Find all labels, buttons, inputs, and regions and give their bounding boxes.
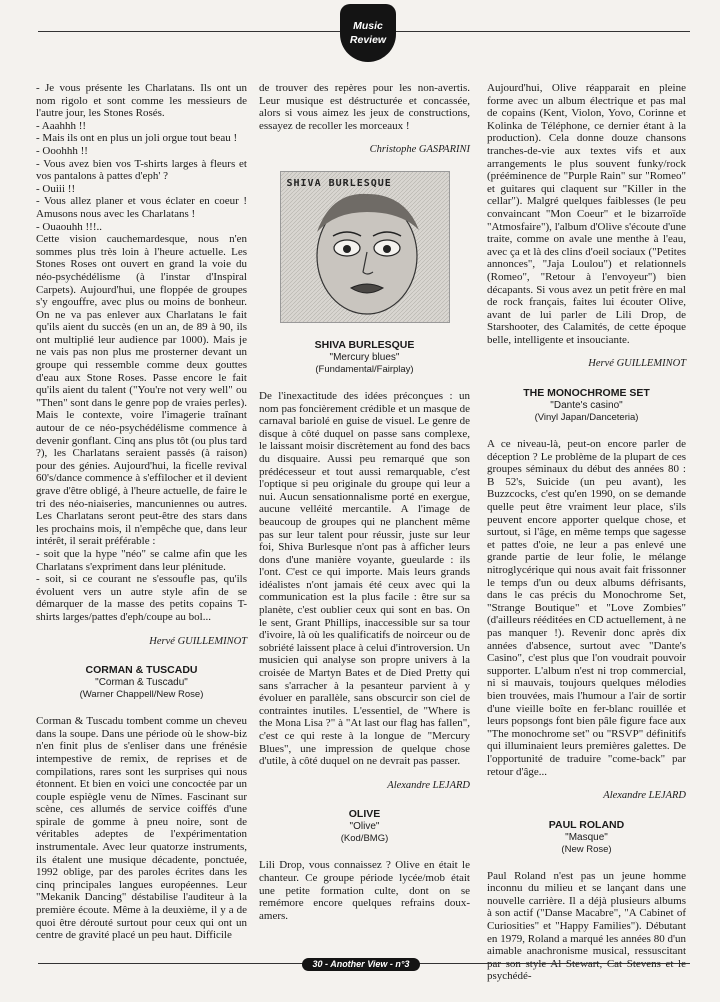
paragraph: - Aaahhh !! [36, 119, 87, 132]
face-illustration [281, 172, 449, 322]
review-body: De l'inexactitude des idées préconçues : un nom pas foncièrement crédible et un masque de carnaval bariolé en guise de visuel. Le genre de disque à côté duquel on passe sans complexe, le laissant moisir discrètement au fond des bacs du disquaire. Aussi peu remarqué que son prédécesseur et tout aussi remarquable, c'est l'optique si peu originale du groupe qui leur a nui. Aucun sensationnalisme porté en exergue, aucune velléité mercantile. A l'image de beaucoup de groupes qui ne planchent même pas sur leur talent pour réussir, juste sur leur foi, Shiva Burlesque n'ont pas à afficher leurs dons d'une manière voyante, gueularde : ils l'ont. C'est ce qui importe. Mais leurs grands idéalistes n'ont jamais été ceux avec qui la communication est la plus facile : être sur sa planète, c'est oublier ceux qui sont en bas. On le sent, Grant Phillips, inaccessible sur sa tour d'ivoire, là où les qualificatifs de noirceur ou de sobriété laissent place à celui d'introversion. Un musicien qui analyse son propre univers à la croisée de Martyn Bates et de Died Pretty qui sans s'arracher à la pesanteur parvient à y évoluer en parallèle, sans obscurcir son ciel de contraintes inutiles. L'essentiel, de "Where is the Mona Lisa ?" à "At last our flag has fallen", c'est ce qui reste à la longue de "Mercury Blues", une impression de quelque chose d'utile, à côté duquel on ne devrait pas passer. [259, 389, 470, 768]
author-signature: Christophe GASPARINI [369, 144, 470, 156]
review-title: OLIVE [348, 808, 381, 821]
review-title: PAUL ROLAND [548, 818, 625, 831]
section-badge [340, 4, 396, 62]
review-album: "Dante's casino" [550, 400, 623, 412]
review-body-continued: de trouver des repères pour les non-avertis. Leur musique est déstructurée et concassée, alors si vous aimez les jeux de constructions, essayez de recoller les morceaux ! [259, 82, 470, 132]
review-album: "Olive" [349, 821, 380, 833]
review-label: (Vinyl Japan/Danceteria) [534, 412, 639, 424]
review-header-corman [36, 664, 247, 701]
review-label: (Kod/BMG) [340, 833, 389, 845]
review-label: (Warner Chappell/New Rose) [79, 689, 204, 701]
paragraph: - soit que la hype "néo" se calme afin que les Charlatans s'expriment dans leur plénitude. [36, 547, 247, 573]
badge-line-1: Music [353, 20, 383, 32]
paragraph: - soit, si ce courant ne s'essoufle pas, qu'ils évoluent vers un autre style afin de se démarquer de la masse des petits copains T-shirts larges/pattes d'eph/coupe au bol... [36, 573, 247, 623]
review-album: "Masque" [565, 831, 608, 843]
review-header-monochrome [487, 387, 686, 424]
paragraph: - Mais ils ont en plus un joli orgue tout beau ! [36, 132, 238, 145]
paragraph: - Ooohhh !! [36, 144, 88, 157]
column-3 [487, 82, 686, 983]
review-body-continued: Aujourd'hui, Olive réapparait en pleine forme avec un album électrique et pas mal de copains (Kent, Violon, Yovo, Corinne et Kolinka de Téléphone, ce dernier étant à la production). Cela donne douze chansons tranches-de-vie aux textes vifs et aux arrangements le plus souvent funky/rock (prééminence de "Purple Rain" sur "Romeo" et guitares qui claquent sur "Killer in the cellar"). Malgré quelques faiblesses (le peu convaincant "Mon Coeur" et le bizarroïde "Atmosfaire"), l'album d'Olive s'écoute d'une traite, comme on avale une menthe à l'eau, avec ça et là des clins d'oeil sociaux ("Petites annonces", "Jaja Loulou") et relationnels (Romeo", "Retour à l'envoyeur") bien décapants. Si vous avez un petit frère en mal de rock français, faites lui écouter Olive, avant de lui parler de Lili Drop, de Starshooter, des Calamités, de cette époque belle, intelligente et insouciante. [487, 82, 686, 346]
author-signature: Hervé GUILLEMINOT [149, 635, 247, 647]
album-cover-image [280, 171, 450, 323]
review-header-olive [259, 808, 470, 845]
column-2 [259, 82, 470, 922]
badge-line-2: Review [349, 34, 387, 46]
author-signature: Alexandre LEJARD [387, 779, 470, 791]
review-body: Paul Roland n'est pas un jeune homme inconnu du milieu et se lançant dans une nouvelle carrière. Il a déjà plusieurs albums à son actif ("Danse Macabre", "A Cabinet of Curiosities" et "Happy Families"). Débutant en 1979, Roland a marqué les années 80 d'un aimable anachronisme musical, ressuscitant psychédé- [487, 869, 686, 983]
review-label: (New Rose) [561, 843, 612, 855]
review-label: (Fundamental/Fairplay) [315, 363, 414, 375]
author-signature: Hervé GUILLEMINOT [588, 358, 686, 370]
review-album: "Corman & Tuscadu" [95, 677, 188, 689]
review-album: "Mercury blues" [329, 351, 400, 363]
review-header-shiva [259, 339, 470, 376]
paragraph: Cette vision cauchemardesque, nous n'en sommes plus très loin à l'heure actuelle. Les Stones Roses ont ouvert en grand la voie du néo-psychédélisme (à l'instar d'Inspiral Carpets). Aujourd'hui, une floppée de groupes s'y engouffre, avec plus ou moins de bonheur. On ne va pas enlever aux Charlatans le fait qu'ils aient du succès (en un an, de 89 à 90, ils ont multiplié leur audience par 1000). Mais je ne vais pas non plus me prosterner devant un groupe qui ressemble comme deux gouttes d'eau aux Stone Roses. Passe encore le fait qu'ils aient du talent ("You're not very well" ou "Then" sont dans le genre pop de vraies perles). Mais le contexte, voire l'imagerie traînant autour de ce néo-psychédélisme commence à devenir gonflant. Cinq ans plus tôt (ou plus tard ?), les Charlatans seraient passés (à raison) pour des génies. Aujourd'hui, la ficelle revival 60's/dance commence à s'effilocher et il devient grave d'être obligé, à l'heure actuelle, de faire le tri des néo-niaiseries, mancuniennes ou autres. Les Charlatans seront peut-être des stars dans les prochains mois, il n'empêche que, dans leur intérêt, il serait préférable : [36, 233, 247, 548]
review-title: SHIVA BURLESQUE [314, 338, 415, 351]
charlatans-article [36, 82, 247, 624]
paragraph: - Vous allez planer et vous éclater en coeur ! Amusons nous avec les Charlatans ! [36, 195, 247, 220]
review-body: Lili Drop, vous connaissez ? Olive en était le chanteur. Ce groupe période lycée/mob était une petite formation culte, dont on se remémore encore quelques refrains doux-amers. [259, 859, 470, 922]
paragraph: - Ouaouhh !!!.. [36, 220, 102, 233]
cover-title: SHIVA BURLESQUE [286, 177, 392, 189]
review-header-paul-roland [487, 819, 686, 856]
column-1 [36, 82, 247, 942]
review-title: THE MONOCHROME SET [523, 387, 650, 400]
page-footer: 30 - Another View - n°3 [302, 958, 420, 971]
paragraph: - Vous avez bien vos T-shirts larges à fleurs et vos pantalons à pattes d'eph' ? [36, 157, 247, 183]
review-body: Corman & Tuscadu tombent comme un cheveu dans la soupe. Dans une période où le show-biz n'en finit plus de s'enliser dans une frénésie intempestive de remix, de reprises et de compilations, rares sont les surprises qui nous étonnent. Et bien en voici une concoctée par un couple espiègle venu de Nîmes. Fascinant sur scène, ces allumés de service coiffés d'une spirale de gomme à pneu noire, sont de véritables adeptes de l'expérimentation instrumentale. Avec leur quatorze instruments, ils étalent une musique décadente, ponctuée, 1992 oblige, par des paroles écrites dans les cinq principales langues européennes. Leur "Mekanik Dancing" déstabilise l'auditeur à la première écoute. Même à la deuxième, il y a de quoi être dérouté surtout pour ceux qui ont un centre de gravité placé un peu haut. Difficile [36, 715, 247, 942]
review-body: A ce niveau-là, peut-on encore parler de déception ? Le problème de la plupart de ces groupes séminaux du début des années 80 : B 52's, Suicide (un peu avant), les Buzzcocks, c'est qu'en 1990, on se demande quelle peut être vraiment leur place, s'ils peuvent encore apporter quelque chose, et surtout, si l'âge, en même temps que sagesse et pattes d'oie, ne leur a pas enlevé une grande partie de leur folie, le mélange nitroglycérique qui nous avait fait frissonner le temps d'un ou deux albums défrisants, dans le cas précis du Monochrome Set, "Strange Boutique" et "Love Zombies" (d'ailleurs rééditées en CD actuellement, à ne pas manquer !). Revenir donc après dix années d'absence, surtout avec "Dante's Casino", c'est plus que l'on voudrait pouvoir supporter. L'album n'est ni trop commercial, ni si mauvais, toujours quelques mélodies bien trouvées, mais l'humour a l'air de sortir d'une vieille boîte en fer-blanc rouillée et leurs popsongs font bien pâle figure face aux "The monochrome set" ou "RSVP" définitifs qui illuminaient leurs premières galettes. De l'opportunité de traduire "come-back" par retour d'âge... [487, 438, 686, 778]
author-signature: Alexandre LEJARD [603, 790, 686, 802]
paragraph: - Ouiii !! [36, 182, 76, 195]
review-title: CORMAN & TUSCADU [85, 664, 198, 677]
paragraph: - Je vous présente les Charlatans. Ils ont un nom rigolo et sont comme les messieurs de l'autre jour, les Stones Rosés. [36, 82, 247, 120]
